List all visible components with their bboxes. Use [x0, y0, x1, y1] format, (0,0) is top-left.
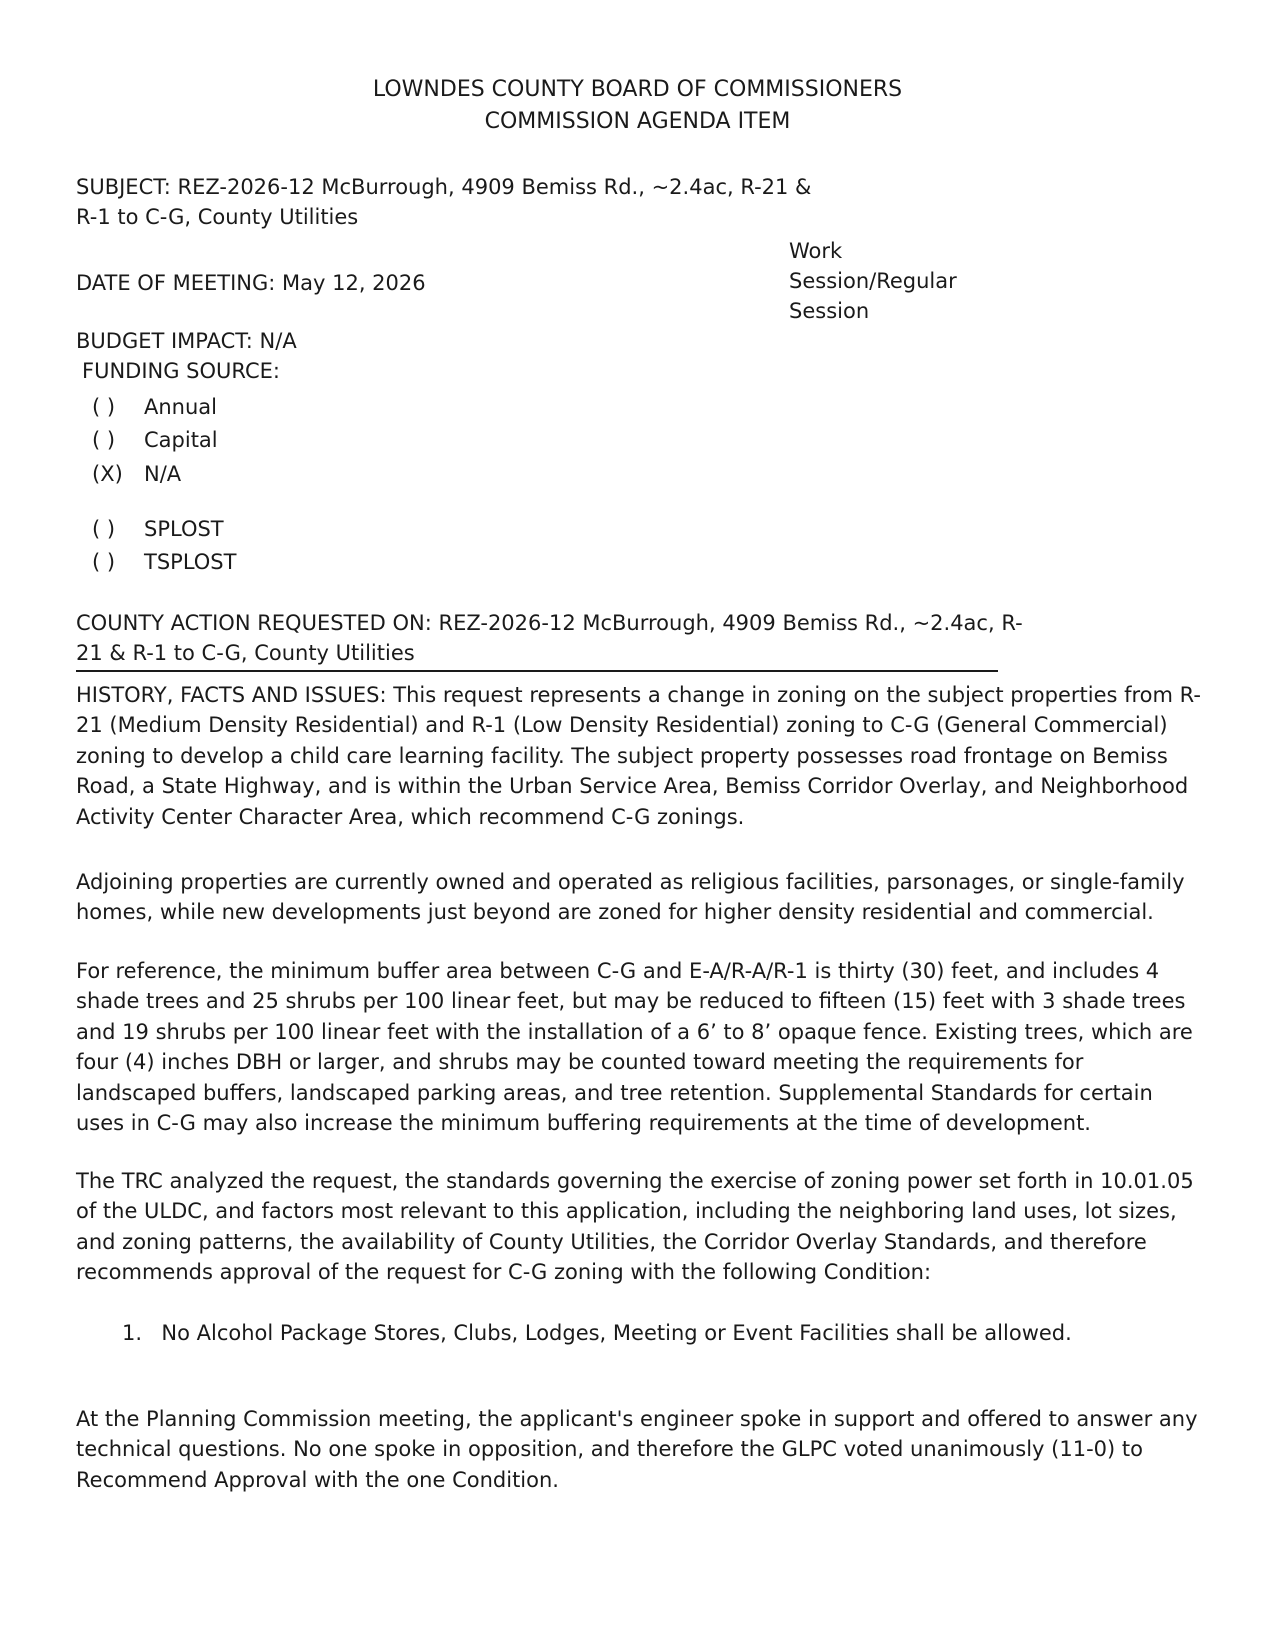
- subject-line-2: R-1 to C-G, County Utilities: [76, 205, 359, 229]
- session-type-line-3: Session: [789, 299, 870, 323]
- funding-option-tsplost: [92, 547, 236, 577]
- funding-option-label: Annual: [144, 395, 217, 419]
- board-title: LOWNDES COUNTY BOARD OF COMMISSIONERS: [372, 77, 903, 102]
- meeting-date: DATE OF MEETING: May 12, 2026: [76, 271, 426, 295]
- funding-option-label: N/A: [144, 462, 182, 486]
- funding-option-na: [92, 459, 181, 489]
- condition-number: 1.: [122, 1321, 143, 1345]
- action-requested-line-1: COUNTY ACTION REQUESTED ON: REZ-2026-12 McBurrough, 4909 Bemiss Rd., ~2.4ac, R-: [76, 611, 1023, 635]
- action-requested-line-2: 21 & R-1 to C-G, County Utilities: [76, 641, 415, 665]
- funding-option-annual: [92, 392, 217, 422]
- funding-option-splost: [92, 514, 224, 544]
- budget-impact: BUDGET IMPACT: N/A: [76, 329, 297, 353]
- funding-checkbox: (X): [92, 462, 123, 486]
- section-divider: [76, 670, 998, 672]
- buffer-requirements-paragraph: For reference, the minimum buffer area between C-G and E-A/R-A/R-1 is thirty (30) feet, and includes 4 shade trees and 25 shrubs per 100 linear feet, but may be reduced to fifteen (15) feet with 3 shade trees and 19 shrubs per 100 linear feet with the installation of a 6’ to 8’ opaque fence. Existing trees, which are four (4) inches DBH or larger, and shrubs may be counted toward meeting the requirements for landscaped buffers, landscaped parking areas, and tree retention. Supplemental Standards for certain uses in C-G may also increase the minimum buffering requirements at the time of development.: [76, 959, 1193, 1136]
- funding-checkbox: ( ): [92, 428, 116, 452]
- funding-option-capital: [92, 425, 218, 455]
- funding-option-label: TSPLOST: [144, 550, 237, 574]
- subject-line-1: SUBJECT: REZ-2026-12 McBurrough, 4909 Bemiss Rd., ~2.4ac, R-21 &: [76, 175, 812, 199]
- session-type-line-2: Session/Regular: [789, 269, 957, 293]
- condition-item: [122, 1318, 1072, 1348]
- funding-checkbox: ( ): [92, 517, 116, 541]
- funding-checkbox: ( ): [92, 550, 116, 574]
- adjoining-properties-paragraph: Adjoining properties are currently owned and operated as religious facilities, parsonages, or single-family homes, while new developments just beyond are zoned for higher density residential and commercial.: [76, 870, 1185, 925]
- session-type-line-1: Work: [789, 239, 843, 263]
- funding-option-label: Capital: [144, 428, 218, 452]
- funding-source-label: FUNDING SOURCE:: [82, 359, 280, 383]
- condition-text: No Alcohol Package Stores, Clubs, Lodges, Meeting or Event Facilities shall be allowed.: [161, 1321, 1072, 1345]
- agenda-item-title: COMMISSION AGENDA ITEM: [484, 109, 791, 134]
- trc-analysis-paragraph: The TRC analyzed the request, the standards governing the exercise of zoning power set forth in 10.01.05 of the ULDC, and factors most relevant to this application, including the neighboring land uses, lot sizes, and zoning patterns, the availability of County Utilities, the Corridor Overlay Standards, and therefore recommends approval of the request for C-G zoning with the following Condition:: [76, 1169, 1194, 1285]
- funding-checkbox: ( ): [92, 395, 116, 419]
- funding-option-label: SPLOST: [144, 517, 224, 541]
- history-facts-issues: HISTORY, FACTS AND ISSUES: This request represents a change in zoning on the subject properties from R-21 (Medium Density Residential) and R-1 (Low Density Residential) zoning to C-G (General Commercial) zoning to develop a child care learning facility. The subject property possesses road frontage on Bemiss Road, a State Highway, and is within the Urban Service Area, Bemiss Corridor Overlay, and Neighborhood Activity Center Character Area, which recommend C-G zonings.: [76, 683, 1201, 829]
- planning-commission-paragraph: At the Planning Commission meeting, the applicant's engineer spoke in support and offered to answer any technical questions. No one spoke in opposition, and therefore the GLPC voted unanimously (11-0) to Recommend Approval with the one Condition.: [76, 1407, 1198, 1492]
